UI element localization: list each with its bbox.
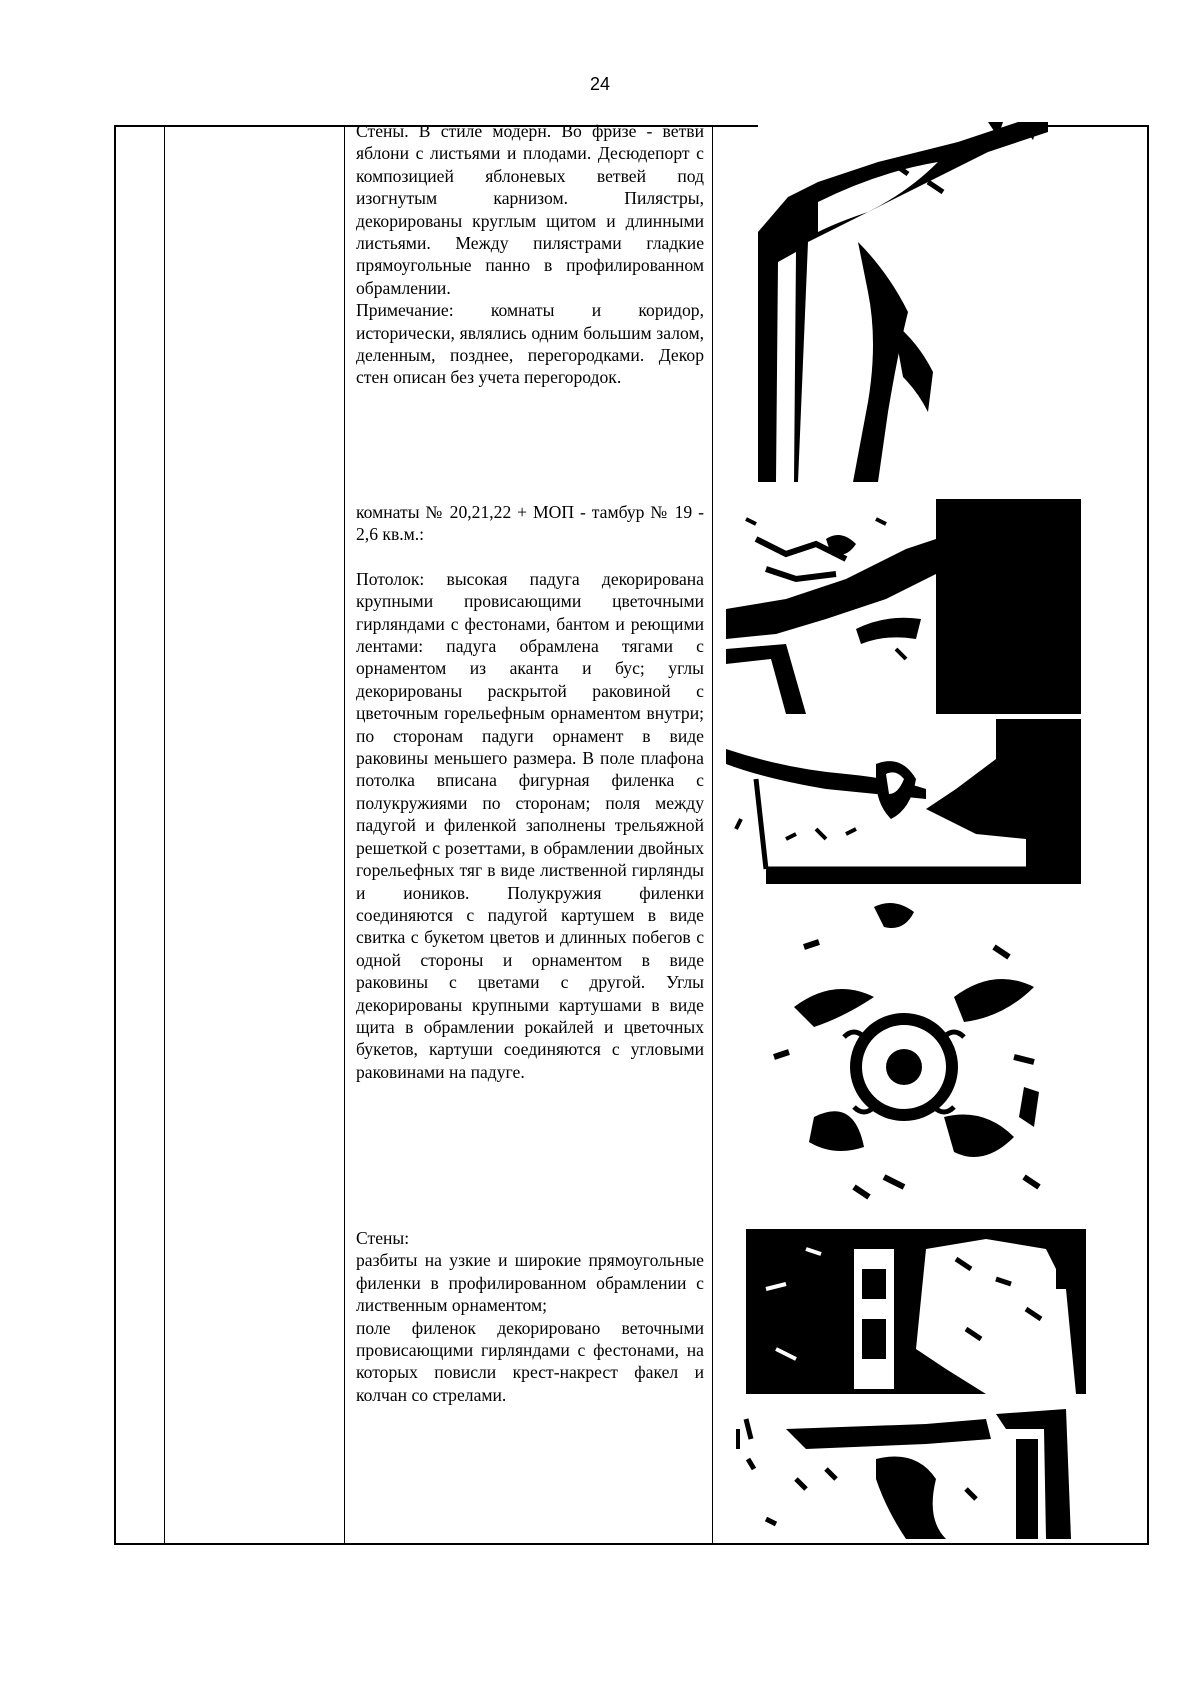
section-paragraph: Потолок: высокая падуга декорирована крупными провисающими цветочными гирляндами с фестонами, бантом и реющими лентами: падуга обрамлена тягами с орнаментом из аканта и бус; углы декорированы раскрытой раковиной с цветочным горельефным орнаментом внутри; по сторонам падуги орнамент в виде раковины меньшего размера. В поле плафона потолка вписана фигурная филенка с полукружиями по сторонам; поля между падугой и филенкой заполнены трельяжной решеткой с розеттами, в обрамлении двойных горельефных тяг в виде лиственной гирлянды и иоников. Полукружия филенки соединяются с падугой картушем в виде свитка с букетом цветов и длинных побегов с одной стороны и орнаментом в виде раковины с цветами с другой. Углы декорированы крупными картушами в виде щита в обрамлении рокайлей и цветочных букетов, картуши соединяются с угловыми раковинами на падуге. bbox=[356, 568, 704, 1082]
section-rooms-ceiling bbox=[356, 501, 704, 1083]
photo-cornice-cartouche bbox=[726, 719, 1081, 884]
column-divider bbox=[344, 127, 345, 1543]
section-walls-panels bbox=[356, 1227, 704, 1406]
section-heading: Стены: bbox=[356, 1228, 410, 1248]
photo-wall-panel bbox=[746, 1229, 1086, 1394]
section-heading: комнаты № 20,21,22 + МОП - тамбур № 19 - 2,6 кв.м.: bbox=[356, 502, 704, 545]
document-table bbox=[114, 121, 1149, 1545]
photo-wall-frieze bbox=[758, 122, 1048, 482]
photo-ceiling-medallion bbox=[754, 887, 1054, 1207]
column-divider bbox=[164, 127, 165, 1543]
column-divider bbox=[712, 127, 713, 1543]
photo-doorway-detail bbox=[726, 1399, 1086, 1539]
photo-ceiling-cornice bbox=[726, 499, 1081, 714]
section-paragraph: Примечание: комнаты и коридор, исторически, являлись одним большим залом, деленным, позднее, перегородками. Декор стен описан без учета перегородок. bbox=[356, 300, 704, 388]
section-walls-modern bbox=[356, 120, 704, 389]
section-paragraph: поле филенок декорировано веточными провисающими гирляндами с фестонами, на которых повисли крест-накрест факел и колчан со стрелами. bbox=[356, 1317, 704, 1405]
page-number: 24 bbox=[589, 74, 611, 94]
section-paragraph: Стены. В стиле модерн. Во фризе - ветви яблони с листьями и плодами. Десюдепорт с композицией яблоневых ветвей под изогнутым карнизом. Пилястры, декорированы круглым щитом и длинными листьями. Между пилястрами гладкие прямоугольные панно в профилированном обрамлении. bbox=[356, 121, 704, 298]
section-paragraph: разбиты на узкие и широкие прямоугольные филенки в профилированном обрамлении с лиственным орнаментом; bbox=[356, 1250, 704, 1316]
